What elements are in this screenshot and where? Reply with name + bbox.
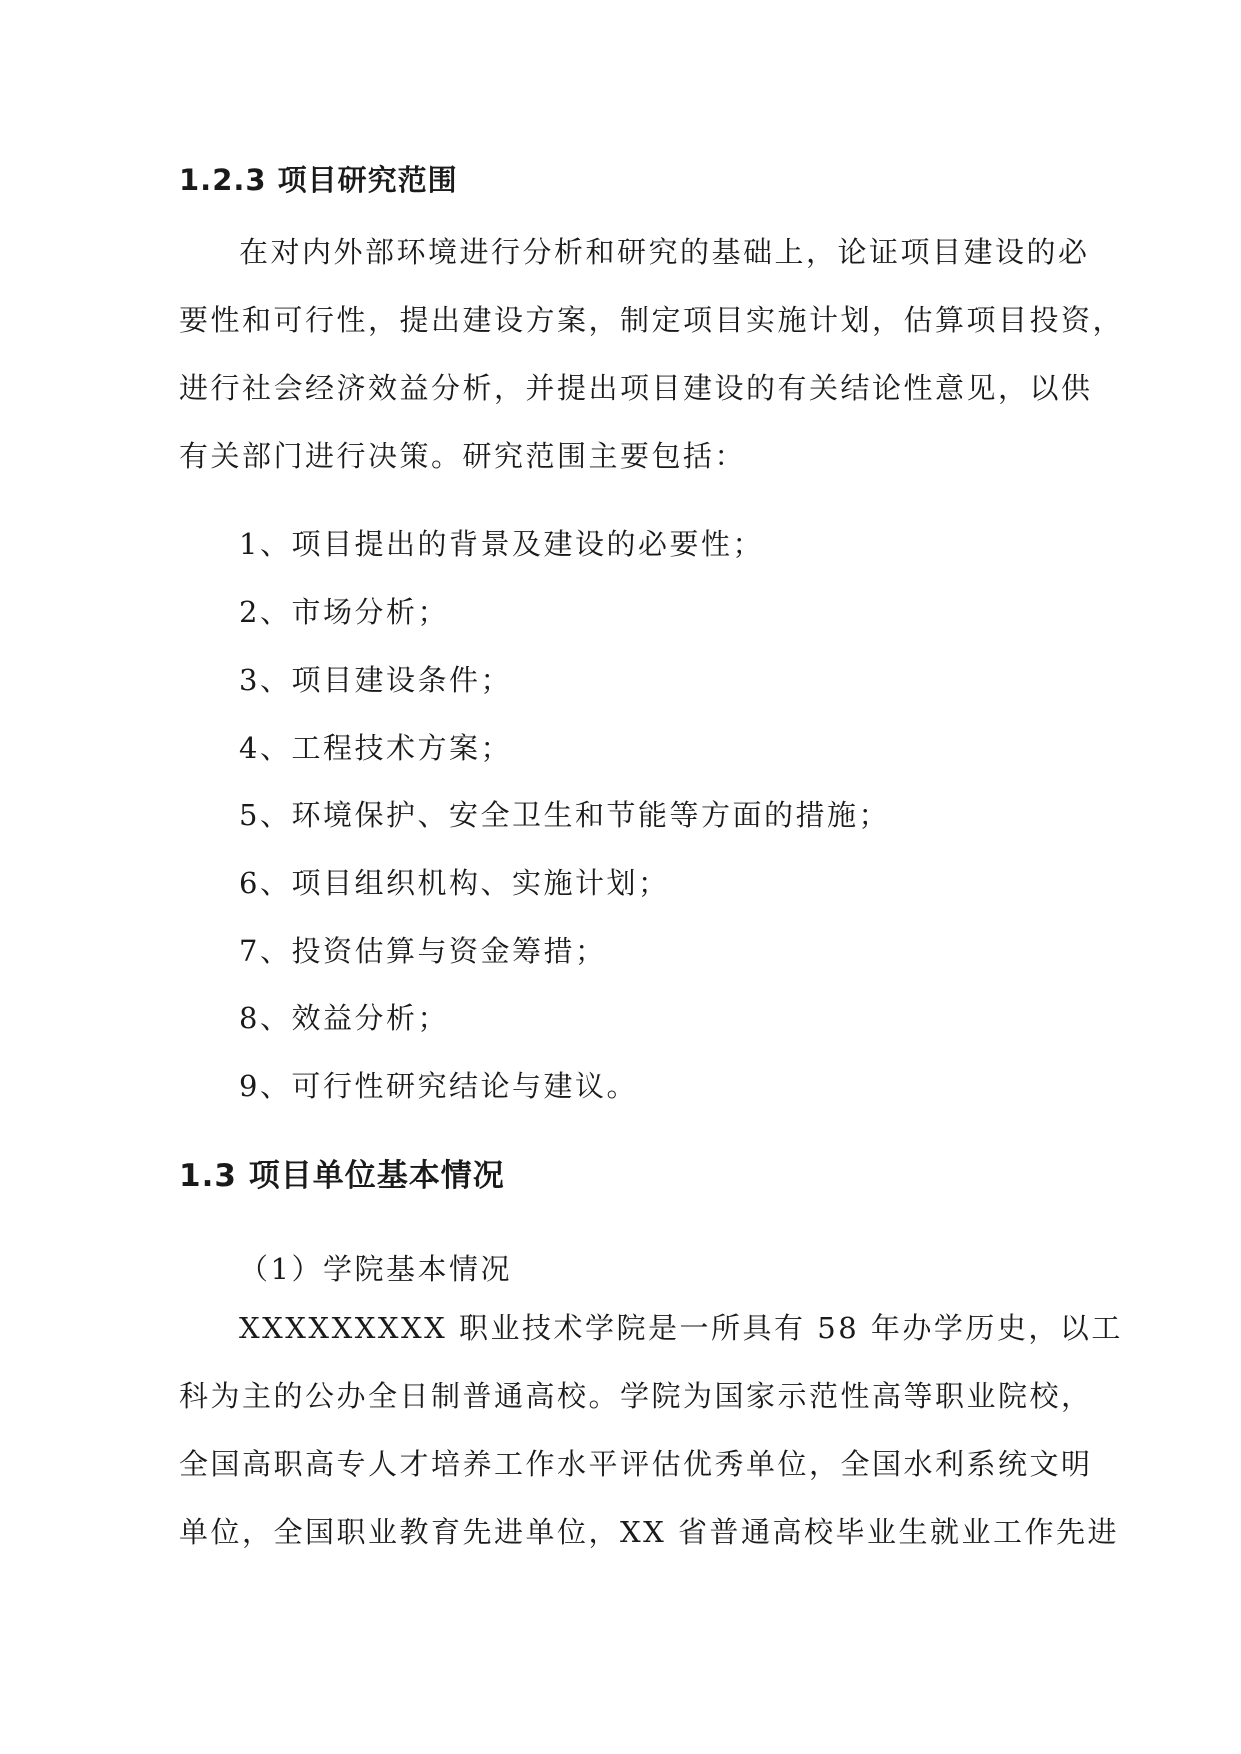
section-1-3-paragraph — [179, 1294, 1123, 1566]
section-1-2-3-paragraph — [179, 218, 1125, 490]
list-item: 6、项目组织机构、实施计划； — [239, 866, 670, 900]
list-item: 9、可行性研究结论与建议。 — [239, 1069, 638, 1103]
paragraph-line: 单位，全国职业教育先进单位，XX 省普通高校毕业生就业工作先进 — [179, 1515, 1120, 1549]
paragraph-line: 有关部门进行决策。研究范围主要包括： — [179, 439, 747, 473]
paragraph-line: 要性和可行性，提出建设方案，制定项目实施计划，估算项目投资， — [179, 303, 1125, 337]
paragraph-line: XXXXXXXXX 职业技术学院是一所具有 58 年办学历史，以工 — [239, 1311, 1123, 1345]
paragraph-line: 在对内外部环境进行分析和研究的基础上，论证项目建设的必 — [239, 235, 1090, 269]
subsection-heading: （1）学院基本情况 — [239, 1252, 512, 1286]
list-item: 5、环境保护、安全卫生和节能等方面的措施； — [239, 798, 890, 832]
section-heading-1-3: 1.3 项目单位基本情况 — [179, 1158, 505, 1194]
paragraph-line: 全国高职高专人才培养工作水平评估优秀单位，全国水利系统文明 — [179, 1447, 1093, 1481]
list-item: 4、工程技术方案； — [239, 731, 512, 765]
paragraph-line: 进行社会经济效益分析，并提出项目建设的有关结论性意见，以供 — [179, 371, 1093, 405]
list-item: 2、市场分析； — [239, 595, 449, 629]
paragraph-line: 科为主的公办全日制普通高校。学院为国家示范性高等职业院校， — [179, 1379, 1093, 1413]
list-item: 8、效益分析； — [239, 1001, 449, 1035]
list-item: 1、项目提出的背景及建设的必要性； — [239, 527, 764, 561]
list-item: 7、投资估算与资金筹措； — [239, 934, 607, 968]
list-item: 3、项目建设条件； — [239, 663, 512, 697]
section-heading-1-2-3: 1.2.3 项目研究范围 — [179, 163, 458, 197]
